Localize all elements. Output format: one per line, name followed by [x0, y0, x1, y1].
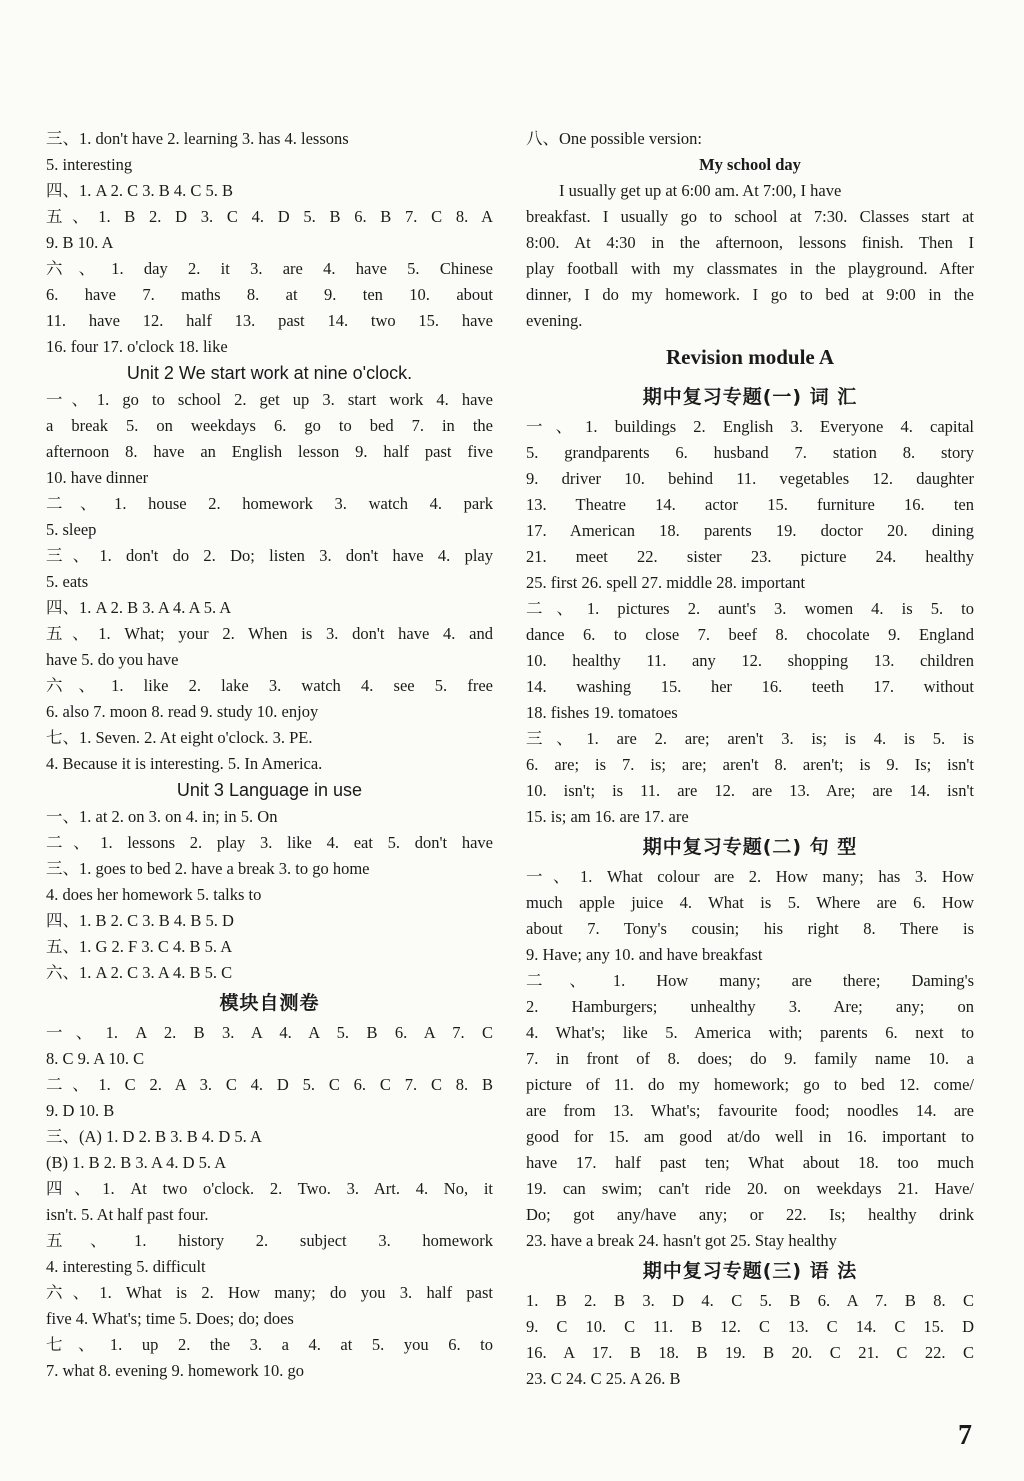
answer-line: 一、1. go to school 2. get up 3. start work 4. have: [46, 390, 493, 409]
section-heading: 期中复习专题(三) 语 法: [642, 1260, 858, 1282]
answer-line: 10. have dinner: [46, 468, 149, 487]
essay-title: My school day: [699, 155, 801, 174]
answer-line: much apple juice 4. What is 5. Where are 6. How: [526, 893, 974, 912]
answer-line: 三、1. goes to bed 2. have a break 3. to go home: [46, 859, 370, 878]
answer-line: 八、One possible version:: [526, 129, 702, 148]
answer-line: 二、1. lessons 2. play 3. like 4. eat 5. don't have: [46, 833, 493, 852]
answer-line: 五、1. G 2. F 3. C 4. B 5. A: [46, 937, 233, 956]
answer-line: 11. have 12. half 13. past 14. two 15. have: [46, 311, 493, 330]
section-heading: Unit 2 We start work at nine o'clock.: [126, 363, 413, 383]
answer-line: 一、1. A 2. B 3. A 4. A 5. B 6. A 7. C: [46, 1023, 493, 1042]
answer-line: 23. have a break 24. hasn't got 25. Stay healthy: [526, 1231, 837, 1250]
answer-line: 6. also 7. moon 8. read 9. study 10. enjoy: [46, 702, 319, 721]
answer-line: are from 13. What's; favourite food; noodles 14. are: [526, 1101, 974, 1120]
answer-line: breakfast. I usually go to school at 7:30. Classes start at: [526, 207, 974, 226]
answer-line: 三、1. don't have 2. learning 3. has 4. lessons: [46, 129, 349, 148]
answer-line: isn't. 5. At half past four.: [46, 1205, 209, 1224]
answer-line: 5. interesting: [46, 155, 133, 174]
answer-line: 6. have 7. maths 8. at 9. ten 10. about: [46, 285, 493, 304]
section-heading: 模块自测卷: [219, 992, 320, 1014]
answer-line: 一、1. buildings 2. English 3. Everyone 4. capital: [526, 417, 974, 436]
answer-line: 21. meet 22. sister 23. picture 24. healthy: [526, 547, 974, 566]
answer-line: 二、1. C 2. A 3. C 4. D 5. C 6. C 7. C 8. B: [46, 1075, 493, 1094]
answer-line: a break 5. on weekdays 6. go to bed 7. in the: [46, 416, 493, 435]
answer-line: dinner, I do my homework. I go to bed at 9:00 in the: [526, 285, 974, 304]
answer-line: 16. A 17. B 18. B 19. B 20. C 21. C 22. C: [526, 1343, 974, 1362]
answer-line: 5. grandparents 6. husband 7. station 8. story: [526, 443, 974, 462]
answer-line: 二、1. How many; are there; Daming's: [526, 971, 974, 990]
answer-line: 七、1. Seven. 2. At eight o'clock. 3. PE.: [46, 728, 313, 747]
answer-line: 三、1. are 2. are; aren't 3. is; is 4. is 5. is: [526, 729, 974, 748]
answer-line: evening.: [526, 311, 583, 330]
answer-line: 四、1. A 2. B 3. A 4. A 5. A: [46, 598, 232, 617]
answer-line: 16. four 17. o'clock 18. like: [46, 337, 228, 356]
answer-line: I usually get up at 6:00 am. At 7:00, I have: [559, 181, 842, 200]
answer-line: 4. does her homework 5. talks to: [46, 885, 262, 904]
answer-line: 五、1. B 2. D 3. C 4. D 5. B 6. B 7. C 8. A: [46, 207, 493, 226]
answer-line: 19. can swim; can't ride 20. on weekdays 21. Have/: [526, 1179, 974, 1198]
answer-line: 17. American 18. parents 19. doctor 20. dining: [526, 521, 974, 540]
answer-line: 9. driver 10. behind 11. vegetables 12. daughter: [526, 469, 974, 488]
section-heading: 期中复习专题(一) 词 汇: [642, 386, 858, 408]
left-column: [46, 126, 493, 1384]
answer-line: Do; got any/have any; or 22. Is; healthy drink: [526, 1205, 974, 1224]
answer-line: (B) 1. B 2. B 3. A 4. D 5. A: [46, 1153, 227, 1172]
section-heading: 期中复习专题(二) 句 型: [642, 836, 858, 858]
answer-line: 四、1. At two o'clock. 2. Two. 3. Art. 4. No, it: [46, 1179, 493, 1198]
answer-line: 一、1. What colour are 2. How many; has 3. How: [526, 867, 974, 886]
answer-line: 25. first 26. spell 27. middle 28. important: [526, 573, 806, 592]
answer-line: 四、1. A 2. C 3. B 4. C 5. B: [46, 181, 234, 200]
answer-line: 10. isn't; is 11. are 12. are 13. Are; are 14. isn't: [526, 781, 974, 800]
answer-line: 一、1. at 2. on 3. on 4. in; in 5. On: [46, 807, 278, 826]
answer-line: afternoon 8. have an English lesson 9. half past five: [46, 442, 493, 461]
answer-line: 9. D 10. B: [46, 1101, 115, 1120]
answer-line: 14. washing 15. her 16. teeth 17. without: [526, 677, 974, 696]
answer-line: 三、(A) 1. D 2. B 3. B 4. D 5. A: [46, 1127, 262, 1146]
answer-line: 23. C 24. C 25. A 26. B: [526, 1369, 681, 1388]
answer-line: 13. Theatre 14. actor 15. furniture 16. ten: [526, 495, 974, 514]
answer-line: 六、1. day 2. it 3. are 4. have 5. Chinese: [46, 259, 493, 278]
answer-line: have 17. half past ten; What about 18. too much: [526, 1153, 974, 1172]
answer-line: 二、1. house 2. homework 3. watch 4. park: [46, 494, 493, 513]
answer-line: play football with my classmates in the playground. After: [526, 259, 974, 278]
page-number: 7: [958, 1420, 972, 1451]
answer-line: 8:00. At 4:30 in the afternoon, lessons finish. Then I: [526, 233, 974, 252]
answer-line: good for 15. am good at/do well in 16. important to: [526, 1127, 974, 1146]
answer-line: 4. interesting 5. difficult: [46, 1257, 206, 1276]
answer-line: 六、1. A 2. C 3. A 4. B 5. C: [46, 963, 233, 982]
answer-line: 10. healthy 11. any 12. shopping 13. children: [526, 651, 974, 670]
answer-line: 5. sleep: [46, 520, 97, 539]
answer-line: 五、1. history 2. subject 3. homework: [46, 1231, 493, 1250]
answer-line: 8. C 9. A 10. C: [46, 1049, 145, 1068]
answer-line: 6. are; is 7. is; are; aren't 8. aren't; is 9. Is; isn't: [526, 755, 974, 774]
right-column: [526, 126, 974, 1392]
answer-line: 六、1. like 2. lake 3. watch 4. see 5. free: [46, 676, 493, 695]
answer-line: 7. what 8. evening 9. homework 10. go: [46, 1361, 304, 1380]
answer-line: 4. What's; like 5. America with; parents 6. next to: [526, 1023, 974, 1042]
answer-line: 三、1. don't do 2. Do; listen 3. don't have 4. play: [46, 546, 493, 565]
answer-line: 四、1. B 2. C 3. B 4. B 5. D: [46, 911, 234, 930]
answer-line: 9. C 10. C 11. B 12. C 13. C 14. C 15. D: [526, 1317, 974, 1336]
answer-line: dance 6. to close 7. beef 8. chocolate 9. England: [526, 625, 974, 644]
answer-line: 9. Have; any 10. and have breakfast: [526, 945, 763, 964]
answer-line: about 7. Tony's cousin; his right 8. There is: [526, 919, 974, 938]
answer-line: 9. B 10. A: [46, 233, 114, 252]
answer-line: 1. B 2. B 3. D 4. C 5. B 6. A 7. B 8. C: [526, 1291, 974, 1310]
answer-line: five 4. What's; time 5. Does; do; does: [46, 1309, 294, 1328]
answer-line: 七、1. up 2. the 3. a 4. at 5. you 6. to: [46, 1335, 493, 1354]
answer-line: have 5. do you have: [46, 650, 179, 669]
answer-line: 二、1. pictures 2. aunt's 3. women 4. is 5. to: [526, 599, 974, 618]
answer-line: 六、1. What is 2. How many; do you 3. half past: [46, 1283, 493, 1302]
answer-line: 2. Hamburgers; unhealthy 3. Are; any; on: [526, 997, 974, 1016]
answer-line: 4. Because it is interesting. 5. In America.: [46, 754, 323, 773]
answer-line: 7. in front of 8. does; do 9. family name 10. a: [526, 1049, 974, 1068]
answer-line: 5. eats: [46, 572, 89, 591]
answer-line: 18. fishes 19. tomatoes: [526, 703, 678, 722]
section-heading: Unit 3 Language in use: [176, 780, 363, 800]
answer-line: 15. is; am 16. are 17. are: [526, 807, 689, 826]
answer-line: picture of 11. do my homework; go to bed 12. come/: [526, 1075, 974, 1094]
section-heading: Revision module A: [665, 345, 835, 369]
answer-line: 五、1. What; your 2. When is 3. don't have 4. and: [46, 624, 493, 643]
